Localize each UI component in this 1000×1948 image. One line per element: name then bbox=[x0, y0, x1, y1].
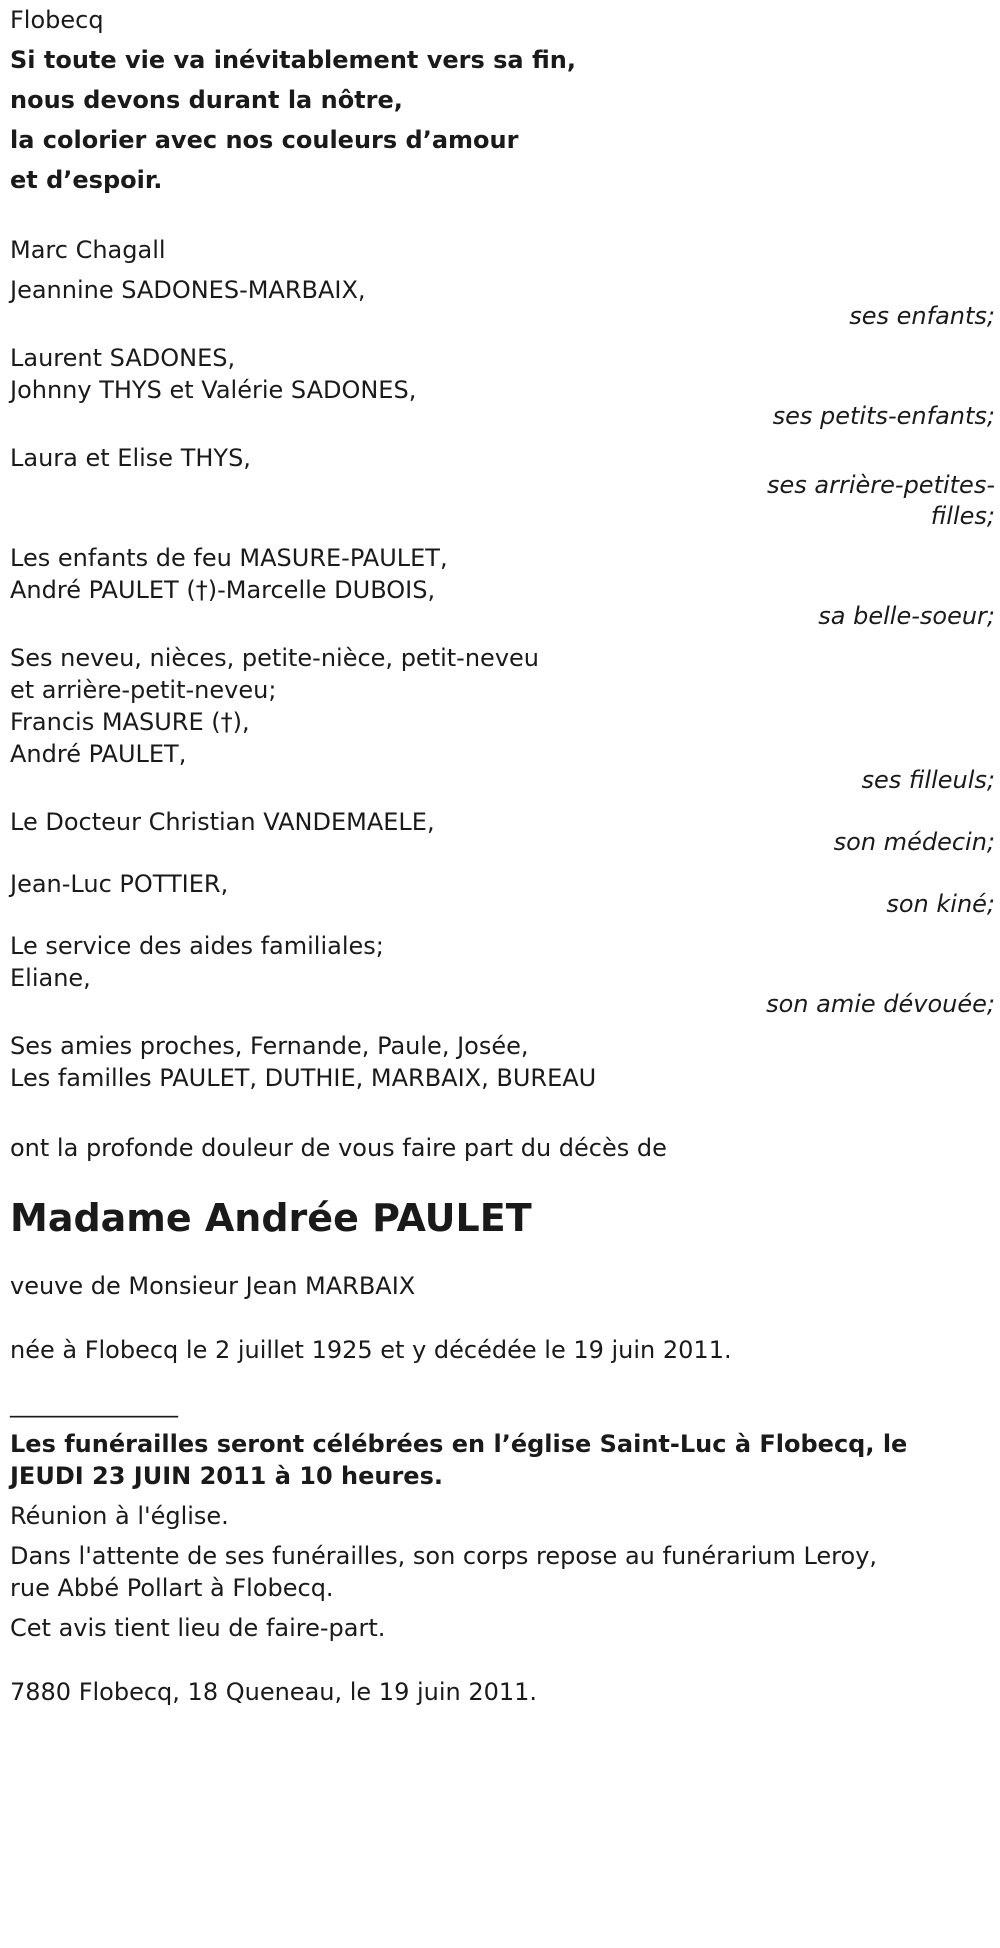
quote-line: et d’espoir. bbox=[10, 166, 163, 194]
widow-of: veuve de Monsieur Jean MARBAIX bbox=[10, 1272, 416, 1300]
family-member: Ses neveu, nièces, petite-nièce, petit-neveu bbox=[10, 644, 539, 672]
family-physio bbox=[10, 864, 995, 916]
funeral-rest: Dans l'attente de ses funérailles, son corps repose au funérarium Leroy, bbox=[10, 1542, 878, 1570]
family-member: André PAULET, bbox=[10, 740, 187, 768]
family-great-grandchildren bbox=[10, 438, 995, 528]
separator-line: ______________ bbox=[10, 1390, 178, 1418]
quote-author: Marc Chagall bbox=[10, 236, 166, 264]
footer-address: 7880 Flobecq, 18 Queneau, le 19 juin 2011. bbox=[10, 1678, 538, 1706]
family-member: et arrière-petit-neveu; bbox=[10, 676, 277, 704]
funeral-block bbox=[10, 1424, 995, 1648]
obituary-document bbox=[10, 0, 995, 1712]
family-friend bbox=[10, 926, 995, 1016]
family-member: Francis MASURE (†), bbox=[10, 708, 250, 736]
quote-block bbox=[10, 40, 995, 200]
family-sister-in-law bbox=[10, 538, 995, 628]
funeral-rest: rue Abbé Pollart à Flobecq. bbox=[10, 1574, 334, 1602]
family-member: André PAULET (†)-Marcelle DUBOIS, bbox=[10, 576, 436, 604]
relationship-label: ses petits-enfants; bbox=[772, 402, 995, 430]
relationship-label: son amie dévouée; bbox=[766, 990, 995, 1018]
family-member: Jean-Luc POTTIER, bbox=[10, 870, 229, 898]
relationship-label: ses filleuls; bbox=[861, 766, 995, 794]
family-member: Johnny THYS et Valérie SADONES, bbox=[10, 376, 417, 404]
family-godchildren bbox=[10, 638, 995, 792]
quote-line: la colorier avec nos couleurs d’amour bbox=[10, 126, 519, 154]
relationship-label: son kiné; bbox=[886, 890, 995, 918]
relationship-label: ses enfants; bbox=[849, 302, 995, 330]
family-member: Jeannine SADONES-MARBAIX, bbox=[10, 276, 366, 304]
relationship-label: ses arrière-petites- bbox=[767, 471, 995, 499]
funeral-meeting: Réunion à l'église. bbox=[10, 1502, 229, 1530]
quote-line: Si toute vie va inévitablement vers sa fin, bbox=[10, 46, 576, 74]
family-member: Laura et Elise THYS, bbox=[10, 444, 251, 472]
relationship-label: sa belle-soeur; bbox=[818, 602, 995, 630]
funeral-line: JEUDI 23 JUIN 2011 à 10 heures. bbox=[10, 1462, 443, 1490]
relationship-label: son médecin; bbox=[833, 828, 995, 856]
relationship-label: filles; bbox=[930, 502, 995, 530]
announcement-text: ont la profonde douleur de vous faire part du décès de bbox=[10, 1134, 667, 1162]
family-member: Laurent SADONES, bbox=[10, 344, 236, 372]
family-member: Le service des aides familiales; bbox=[10, 932, 384, 960]
family-member: Le Docteur Christian VANDEMAELE, bbox=[10, 808, 435, 836]
family-others bbox=[10, 1026, 995, 1098]
family-doctor bbox=[10, 802, 995, 854]
family-member: Eliane, bbox=[10, 964, 91, 992]
family-member: Les familles PAULET, DUTHIE, MARBAIX, BUREAU bbox=[10, 1064, 597, 1092]
family-member: Ses amies proches, Fernande, Paule, Josée, bbox=[10, 1032, 529, 1060]
funeral-notice: Cet avis tient lieu de faire-part. bbox=[10, 1614, 386, 1642]
deceased-name: Madame Andrée PAULET bbox=[10, 1196, 532, 1240]
family-children bbox=[10, 270, 995, 328]
family-grandchildren bbox=[10, 338, 995, 428]
family-member: Les enfants de feu MASURE-PAULET, bbox=[10, 544, 448, 572]
place-heading: Flobecq bbox=[10, 6, 104, 34]
birth-death-dates: née à Flobecq le 2 juillet 1925 et y décédée le 19 juin 2011. bbox=[10, 1336, 732, 1364]
quote-line: nous devons durant la nôtre, bbox=[10, 86, 403, 114]
funeral-line: Les funérailles seront célébrées en l’église Saint-Luc à Flobecq, le bbox=[10, 1430, 908, 1458]
